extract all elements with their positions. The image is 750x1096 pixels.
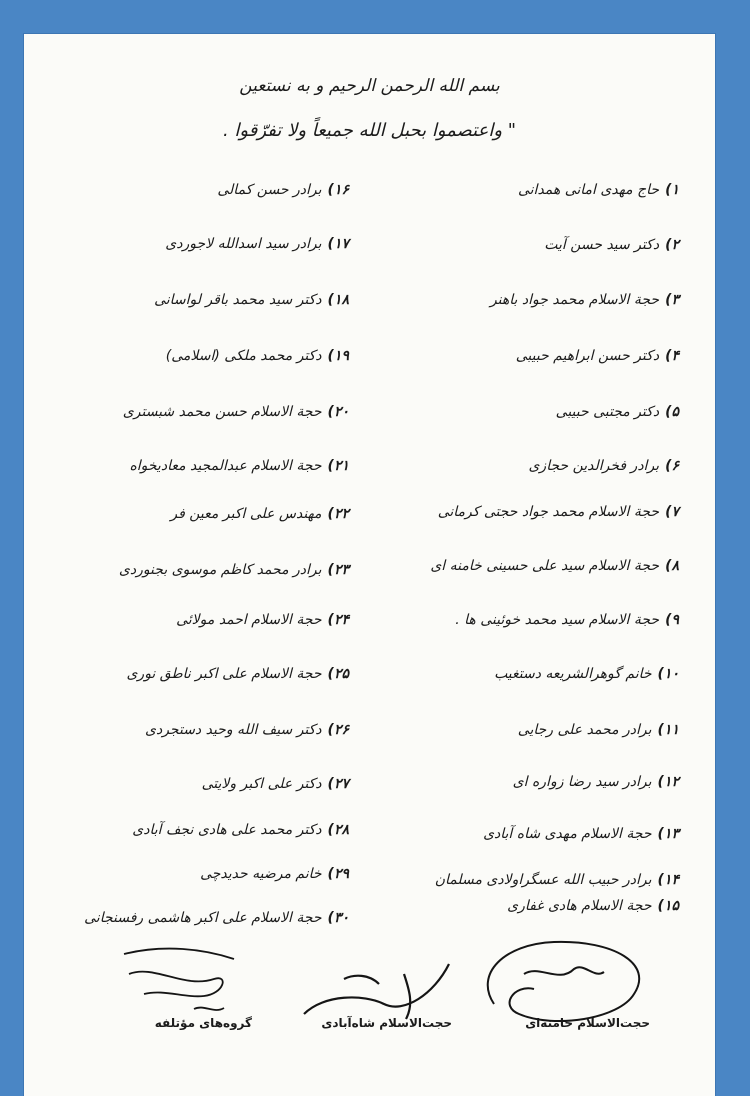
list-item: ۱۸)دکتر سید محمد باقر لواسانی [154,292,349,308]
list-item: ۲۹)خانم مرضیه حدیدچی [200,866,349,882]
signature-shahabadi [284,934,464,1044]
signature-caption: حجت‌الاسلام شاه‌آبادی [321,1016,452,1030]
list-item: ۲۴)حجة الاسلام احمد مولائی [176,612,349,628]
list-item: ۲۶)دکتر سیف الله وحید دستجردی [145,722,349,738]
list-item: ۷)حجة الاسلام محمد جواد حجتی کرمانی [437,504,679,520]
list-item: ۲۷)دکتر علی اکبر ولایتی [201,776,349,792]
list-item: ۱۴)برادر حبیب الله عسگراولادی مسلمان [434,872,679,888]
list-item: ۱۱)برادر محمد علی رجایی [517,722,679,738]
list-item: ۶)برادر فخرالدین حجازی [528,458,679,474]
list-item: ۵)دکتر مجتبی حبیبی [555,404,679,420]
list-item: ۳)حجة الاسلام محمد جواد باهنر [489,292,679,308]
list-item: ۲۱)حجة الاسلام عبدالمجید معادیخواه [129,458,349,474]
list-item: ۲۵)حجة الاسلام علی اکبر ناطق نوری [126,666,349,682]
signature-motalefe [104,934,264,1044]
signature-khamenei [464,934,664,1044]
list-item: ۲۲)مهندس علی اکبر معین فر [170,506,349,522]
list-item: ۱۶)برادر حسن کمالی [217,182,349,198]
list-item: ۱)حاج مهدی امانی همدانی [517,182,679,198]
list-item: ۴)دکتر حسن ابراهیم حبیبی [515,348,679,364]
list-item: ۲)دکتر سید حسن آیت [544,237,679,253]
basmala-heading: بسم الله الرحمن الرحیم و به نستعین [239,76,500,96]
list-item: ۹)حجة الاسلام سید محمد خوئینی ها . [455,612,679,628]
list-item: ۱۹)دکتر محمد ملکی (اسلامی) [165,348,349,364]
list-item: ۳۰)حجة الاسلام علی اکبر هاشمی رفسنجانی [84,910,349,926]
signature-caption: حجت‌الاسلام خامنه‌ای [525,1016,650,1030]
quran-verse: " واعتصموا بحبل الله جمیعاً ولا تفرّقوا . [222,120,517,141]
list-item: ۱۵)حجة الاسلام هادی غفاری [507,898,679,914]
signature-caption: گروه‌های مؤتلفه [154,1016,252,1030]
list-item: ۱۳)حجة الاسلام مهدی شاه آبادی [483,826,679,842]
list-item: ۸)حجة الاسلام سید علی حسینی خامنه ای [430,558,679,574]
list-item: ۱۷)برادر سید اسدالله لاجوردی [165,236,349,252]
list-item: ۲۸)دکتر محمد علی هادی نجف آبادی [132,822,349,838]
list-item: ۱۲)برادر سید رضا زواره ای [512,774,679,790]
document-page [24,34,715,1096]
list-item: ۲۳)برادر محمد کاظم موسوی بجنوردی [118,562,349,578]
list-item: ۱۰)خانم گوهرالشریعه دستغیب [494,666,679,682]
list-item: ۲۰)حجة الاسلام حسن محمد شبستری [122,404,349,420]
